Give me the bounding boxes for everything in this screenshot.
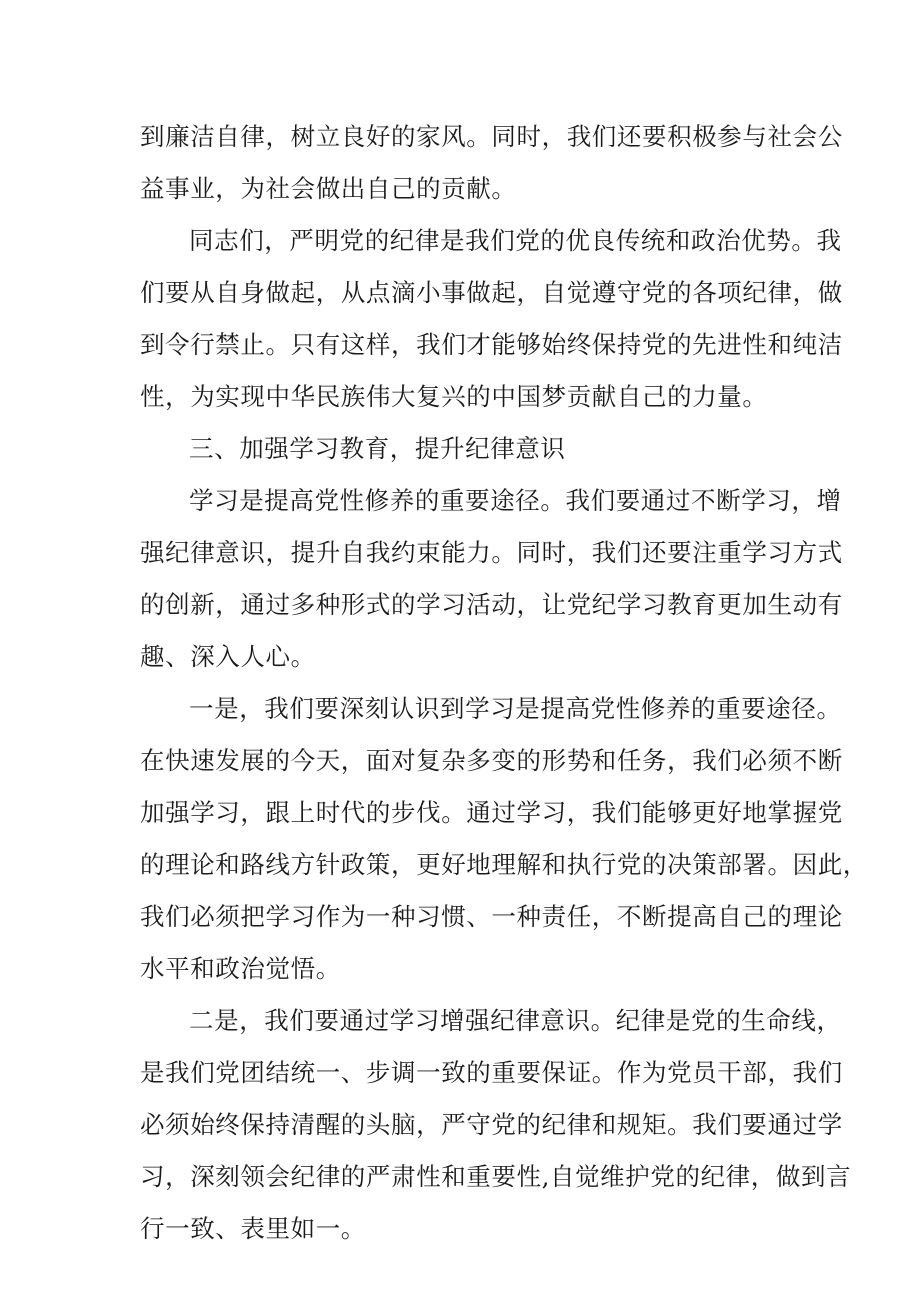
text-line: 是我们党团结统一、步调一致的重要保证。作为党员干部，我们 — [140, 1058, 843, 1087]
text-line: 我们必须把学习作为一种习惯、一种责任，不断提高自己的理论 — [140, 902, 843, 931]
text-line: 行一致、表里如一。 — [140, 1214, 366, 1243]
paragraph-first-line: 一是，我们要深刻认识到学习是提高党性修养的重要途径。 — [189, 694, 842, 723]
text-line: 的理论和路线方针政策，更好地理解和执行党的决策部署。因此， — [140, 850, 868, 879]
text-line: 强纪律意识，提升自我约束能力。同时，我们还要注重学习方式 — [140, 538, 843, 567]
paragraph-first-line: 学习是提高党性修养的重要途径。我们要通过不断学习，增 — [189, 486, 842, 515]
text-line: 习，深刻领会纪律的严肃性和重要性,自觉维护党的纪律，做到言 — [140, 1162, 852, 1191]
text-line: 在快速发展的今天，面对复杂多变的形势和任务，我们必须不断 — [140, 746, 843, 775]
text-line: 益事业，为社会做出自己的贡献。 — [140, 174, 517, 203]
text-line: 必须始终保持清醒的头脑，严守党的纪律和规矩。我们要通过学 — [140, 1110, 843, 1139]
text-line: 水平和政治觉悟。 — [140, 954, 341, 983]
text-line: 到令行禁止。只有这样，我们才能够始终保持党的先进性和纯洁 — [140, 330, 843, 359]
text-line: 加强学习，跟上时代的步伐。通过学习，我们能够更好地掌握党 — [140, 798, 843, 827]
text-line: 到廉洁自律，树立良好的家风。同时，我们还要积极参与社会公 — [140, 122, 843, 151]
text-line: 们要从自身做起，从点滴小事做起，自觉遵守党的各项纪律，做 — [140, 278, 843, 307]
section-heading: 三、加强学习教育，提升纪律意识 — [189, 434, 566, 463]
paragraph-first-line: 二是，我们要通过学习增强纪律意识。纪律是党的生命线， — [189, 1006, 842, 1035]
paragraph-first-line: 同志们，严明党的纪律是我们党的优良传统和政治优势。我 — [189, 226, 842, 255]
text-line: 的创新，通过多种形式的学习活动，让党纪学习教育更加生动有 — [140, 590, 843, 619]
document-body — [140, 111, 868, 1255]
text-line: 趣、深入人心。 — [140, 642, 316, 671]
text-line: 性，为实现中华民族伟大复兴的中国梦贡献自己的力量。 — [140, 382, 768, 411]
